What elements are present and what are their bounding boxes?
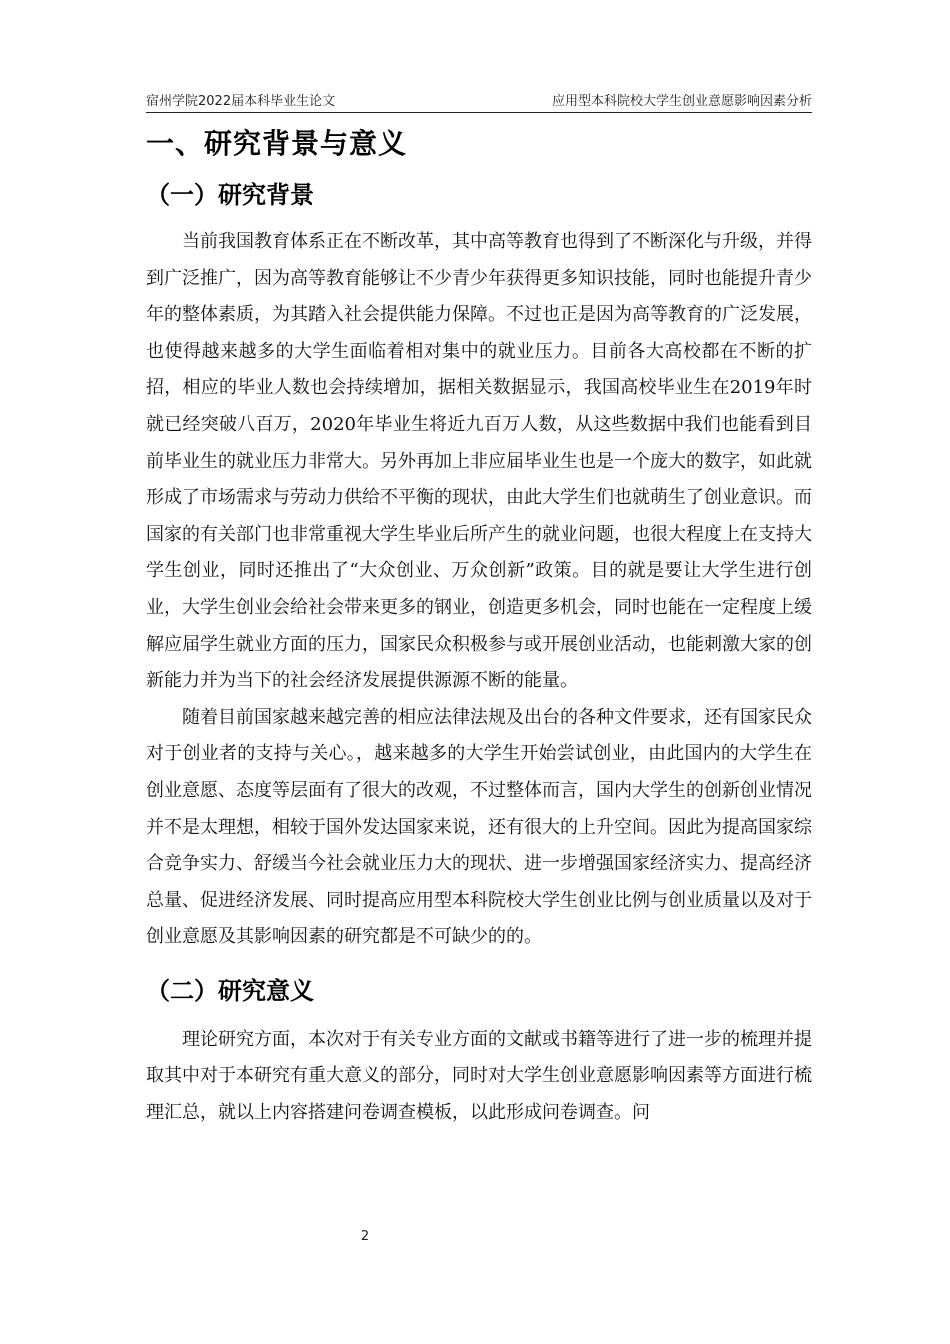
page-content	[146, 124, 812, 1132]
header-thesis-label: 宿州学院2022届本科毕业生论文	[146, 94, 336, 109]
chapter-title: 一、研究背景与意义	[146, 127, 408, 160]
page-number: 2	[360, 1229, 370, 1244]
body-paragraph: 随着目前国家越来越完善的相应法律法规及出台的各种文件要求，还有国家民众对于创业者的支持与关心。，越来越多的大学生开始尝试创业，由此国内的大学生在创业意愿、态度等层面有了很大的改观，不过整体而言，国内大学生的创新创业情况并不是太理想，相较于国外发达国家来说，还有很大的上升空间。因此为提高国家综合竞争实力、舒缓当今社会就业压力大的现状、进一步增强国家经济实力、提高经济总量、促进经济发展、同时提高应用型本科院校大学生创业比例与创业质量以及对于创业意愿及其影响因素的研究都是不可缺少的的。	[146, 706, 812, 948]
body-paragraph: 当前我国教育体系正在不断改革，其中高等教育也得到了不断深化与升级，并得到广泛推广，因为高等教育能够让不少青少年获得更多知识技能，同时也能提升青少年的整体素质，为其踏入社会提供能力保障。不过也正是因为高等教育的广泛发展，也使得越来越多的大学生面临着相对集中的就业压力。目前各大高校都在不断的扩招，相应的毕业人数也会持续增加，据相关数据显示，我国高校毕业生在2019年时就已经突破八百万，2020年毕业生将近九百万人数，从这些数据中我们也能看到目前毕业生的就业压力非常大。另外再加上非应届毕业生也是一个庞大的数字，如此就形成了市场需求与劳动力供给不平衡的现状，由此大学生们也就萌生了创业意识。而国家的有关部门也非常重视大学生毕业后所产生的就业问题，也很大程度上在支持大学生创业，同时还推出了“大众创业、万众创新”政策。目的就是要让大学生进行创业，大学生创业会给社会带来更多的钢业，创造更多机会，同时也能在一定程度上缓解应届学生就业方面的压力，国家民众积极参与或开展创业活动，也能刺激大家的创新能力并为当下的社会经济发展提供源源不断的能量。	[146, 231, 812, 692]
section-heading-significance: （二）研究意义	[146, 976, 314, 1005]
body-paragraph: 理论研究方面，本次对于有关专业方面的文献或书籍等进行了进一步的梳理并提取其中对于本研究有重大意义的部分，同时对大学生创业意愿影响因素等方面进行梳理汇总，就以上内容搭建问卷调查模板，以此形成问卷调查。问	[146, 1028, 812, 1124]
header-thesis-title: 应用型本科院校大学生创业意愿影响因素分析	[551, 94, 812, 109]
section-heading-background: （一）研究背景	[146, 181, 314, 209]
page-header	[146, 92, 812, 113]
